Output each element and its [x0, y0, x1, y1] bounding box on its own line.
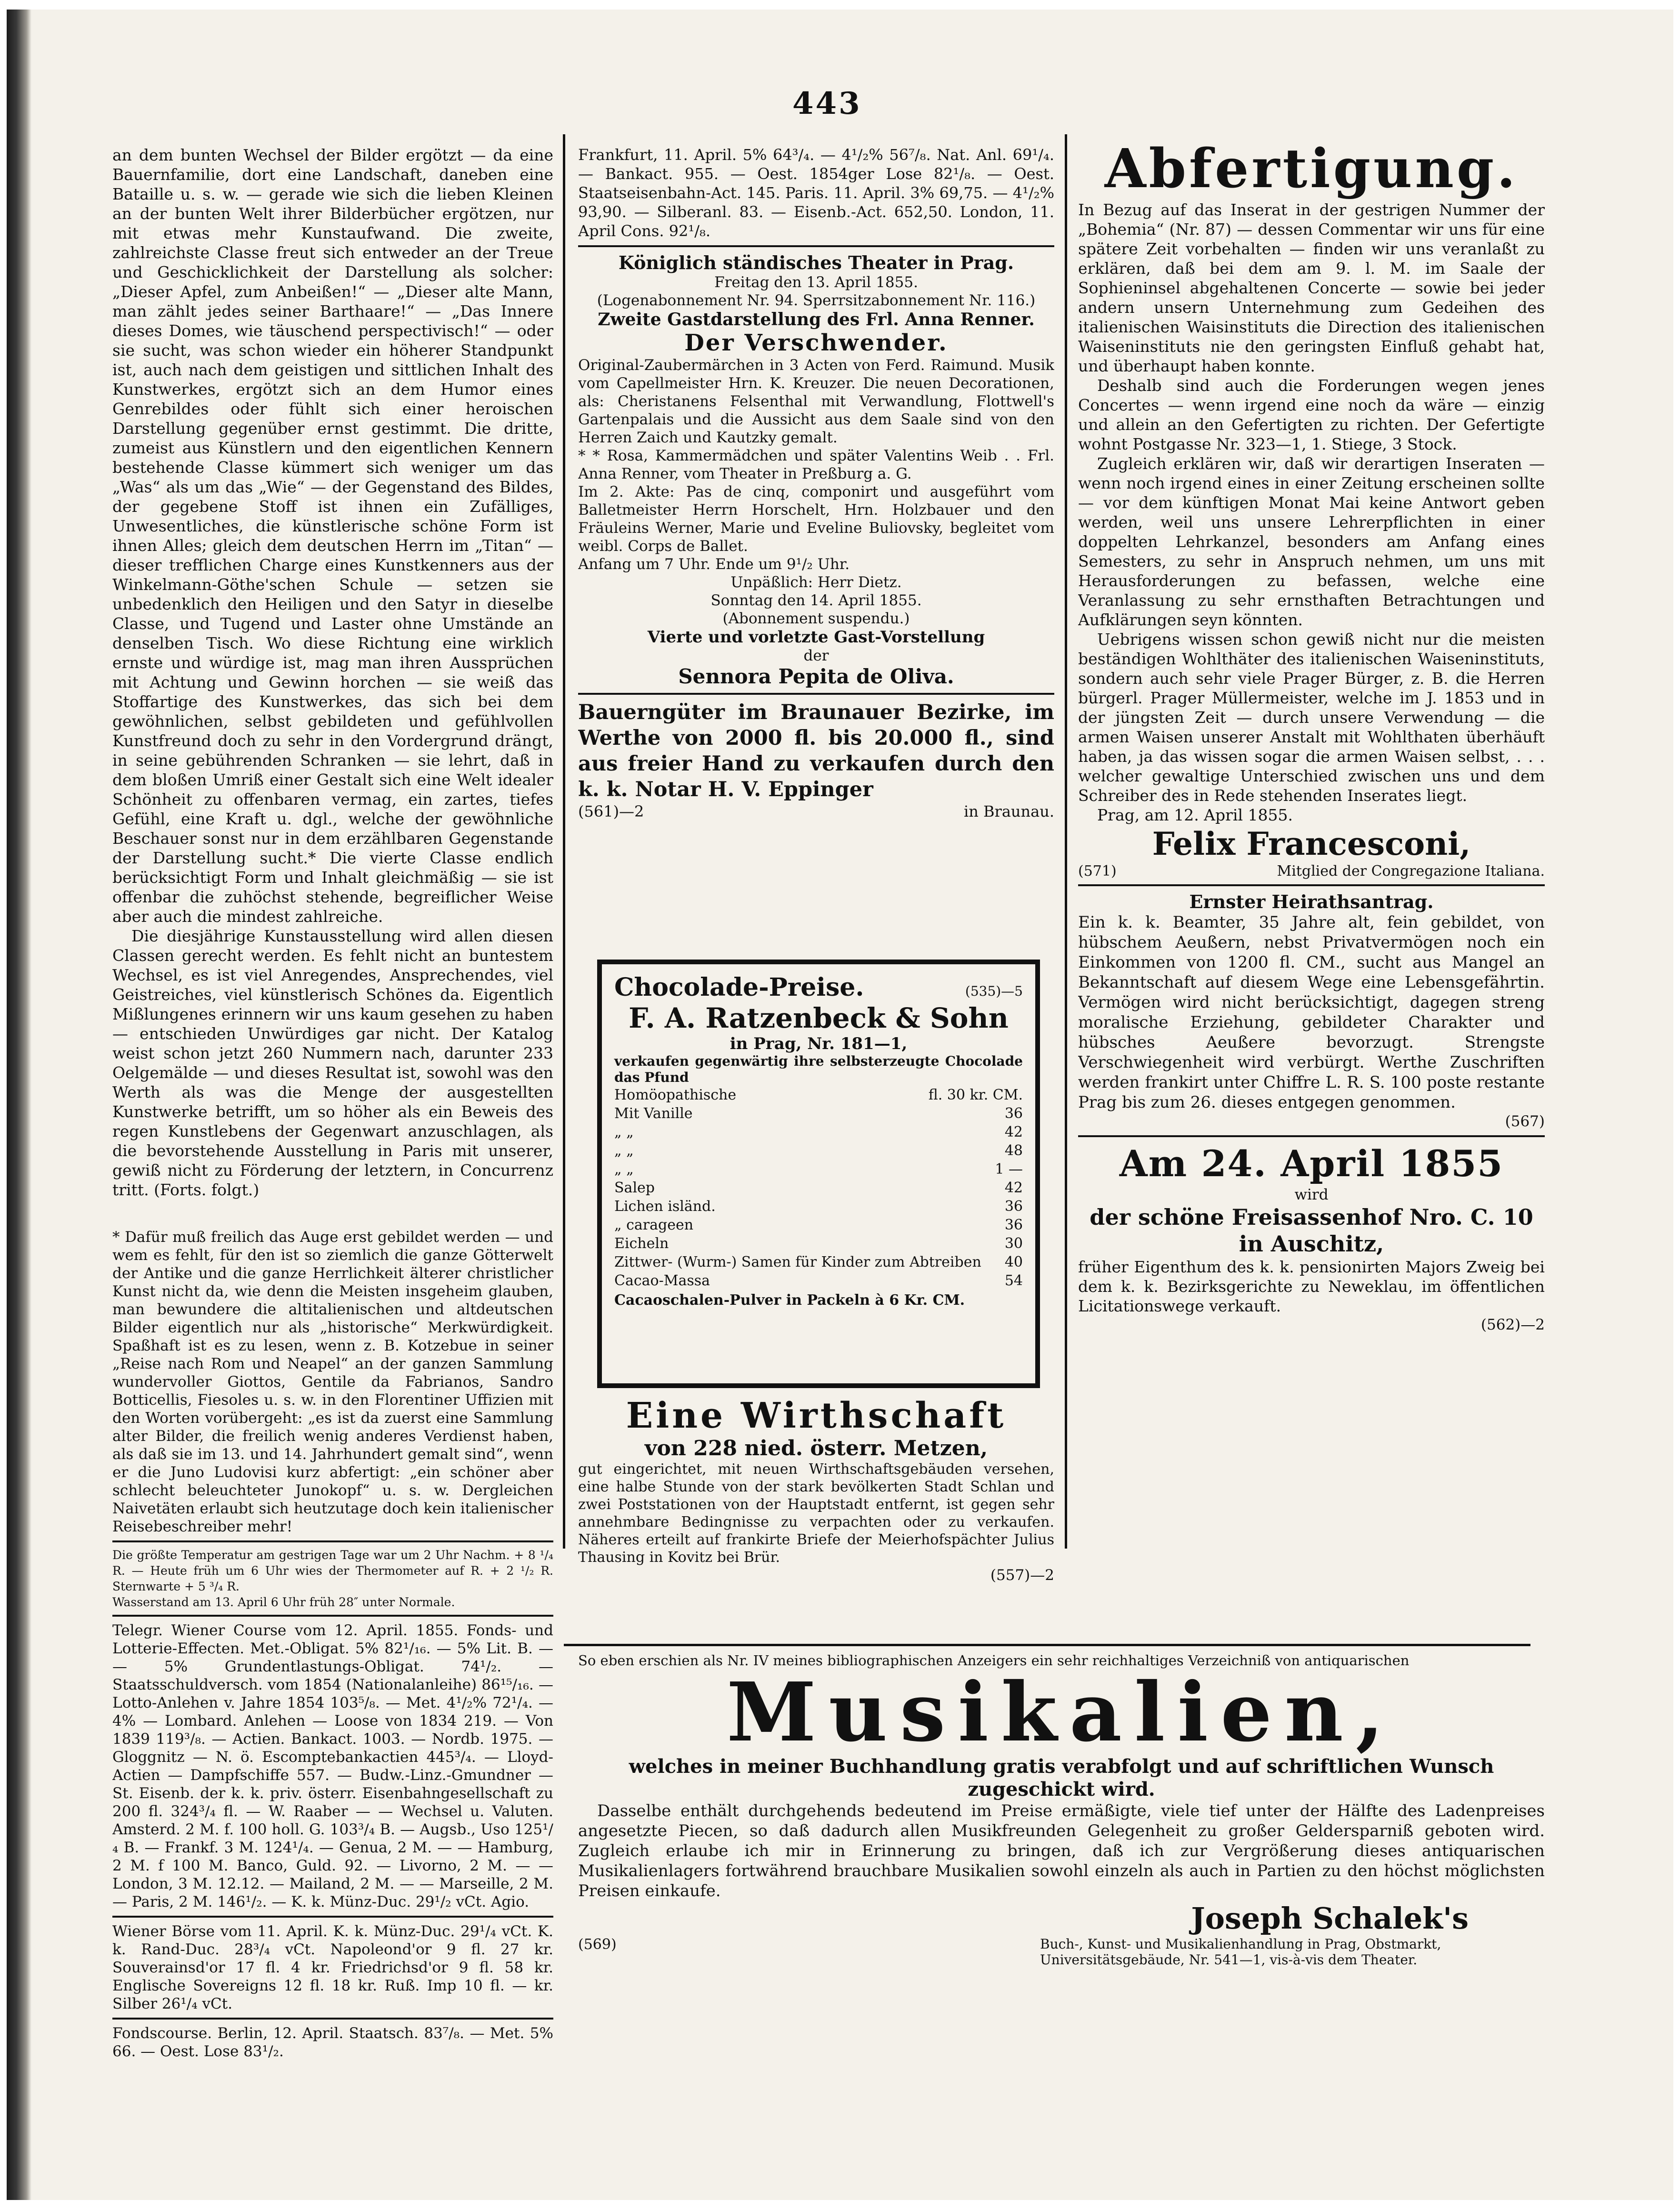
choc-item-name: Mit Vanille [614, 1105, 693, 1122]
choc-price-row [614, 1234, 1023, 1253]
choc-item-price: 42 [1004, 1180, 1023, 1196]
choc-item-price: 36 [1004, 1198, 1023, 1215]
choc-item-name: Salep [614, 1180, 655, 1196]
theatre-title: Königlich ständisches Theater in Prag. [618, 252, 1014, 273]
theatre-times: Anfang um 7 Uhr. Ende um 9¹/₂ Uhr. [578, 556, 850, 573]
signer-num: (571) [1078, 863, 1117, 880]
article-para-2: Die diesjährige Kunstausstellung wird allen diesen Classen gerecht werden. Es fehlt nicht an buntestem Wechsel, es ist viel Anregendes, Ansprechendes, viel Geistreiches, viel künstlerisch Schönes da. Eigentlich Mißlungenes erinnern wir uns kaum gesehen zu haben — entschieden Unwürdiges gar nicht. Der Katalog weist schon jetzt 260 Nummern nach, darunter 233 Oelgemälde — und dieses Resultat ist, sowohl was den Werth als was die Menge der ausgestellten Kunstwerke betrifft, um so höher als ein Beweis des regen Kunstlebens der Gegenwart anzuschlagen, als die bevorstehende Ausstellung in Paris mit unserer, gewiß nicht zu Förderung der letztern, in Concurrenz tritt. (Forts. folgt.) [112, 927, 553, 1199]
choc-item-name: „ „ [614, 1142, 634, 1159]
choc-item-price: 42 [1004, 1124, 1023, 1140]
choc-price-row [614, 1197, 1023, 1216]
choc-item-price: 36 [1004, 1105, 1023, 1122]
theatre-abo: (Logenabonnement Nr. 94. Sperrsitzabonnement Nr. 116.) [597, 292, 1036, 309]
choc-item-name: Homöopathische [614, 1087, 737, 1103]
theatre-dance: Im 2. Akte: Pas de cinq, componirt und ausgeführt vom Balletmeister Herrn Horschelt, Hrn. Holzbauer und den Fräuleins Werner, Marie und Eveline Buliovsky, begleitet vom weibl. Corps de Ballet. [578, 483, 1054, 555]
theatre-desc: Original-Zaubermärchen in 3 Acten von Ferd. Raimund. Musik vom Capellmeister Hrn. K. Kreuzer. Die neuen Decorationen, als: Cheristanens Felsenthal mit Verwandlung, Flottwell's Gartenpalais und die Aussicht aus dem Saale sind von den Herren Zaich und Kautzky gemalt. [578, 357, 1054, 446]
article-footnote: * Dafür muß freilich das Auge erst gebildet werden — und wem es fehlt, für den ist so ziemlich die ganze Götterwelt der Antike und die ganze Herrlichkeit älterer christlicher Kunst nicht da, wie denn die Meisten insgeheim glauben, man bewundere die altitalienischen und altdeutschen Bilder eigentlich nur als „historische“ Merkwürdigkeit. Spaßhaft ist es zu lesen, wenn z. B. Kotzebue in seiner „Reise nach Rom und Neapel“ an der ganzen Sammlung wundervoller Giottos, Gentile da Fabrianos, Sandro Botticellis, Fiesoles u. s. w. in den Florentiner Uffizien mit den Worten vorübergeht: „es ist da zuerst eine Sammlung alter Bilder, die freilich wenig anderes Verdienst haben, als daß sie im 13. und 14. Jahrhundert gemalt sind“, wenn er die Juno Ludovisi kurz abfertigt: „ein schöner aber schlecht beleuchteter Junokopf“ u. s. w. Dergleichen Naivetäten erlaubt sich heutzutage doch kein italienischer Reisebeschreiber mehr! [112, 1229, 553, 1535]
farm-ad: Bauerngüter im Braunauer Bezirke, im Werthe von 2000 fl. bis 20.000 fl., sind aus freier Hand zu verkaufen durch den k. k. Notar H. V. Eppinger [578, 700, 1054, 801]
musik-firm: Joseph Schalek's [1191, 1901, 1469, 1936]
exchange-berlin: Fondscourse. Berlin, 12. April. Staatsch. 83⁷/₈. — Met. 5% 66. — Oest. Lose 83¹/₂. [112, 2025, 553, 2060]
choc-item-name: „ carageen [614, 1217, 694, 1233]
choc-footer: Cacaoschalen-Pulver in Packeln à 6 Kr. CM. [614, 1292, 965, 1309]
auction-wird: wird [1294, 1186, 1329, 1203]
abfertigung-para-4: Uebrigens wissen schon gewiß nicht nur die meisten beständigen Wohlthäter des italienischen Waiseninstituts, sondern auch sehr viele Prager Bürger, z. B. die Herren bürgerl. Prager Müllermeister, welche im J. 1853 und in der jüngsten Zeit — durch unsere Verwendung — die armen Waisen unserer Anstalt mit Wohlthaten überhäuft haben, ja das wissen sogar die armen Waisen selbst, . . . welcher gewaltige Unterschied zwischen uns und dem Schreiber des in Rede stehenden Inserates liegt. [1078, 630, 1545, 805]
musik-intro: So eben erschien als Nr. IV meines bibliographischen Anzeigers ein sehr reichhaltiges Verzeichniß von antiquarischen [578, 1652, 1410, 1669]
choc-price-row [614, 1104, 1023, 1123]
water-level: Wasserstand am 13. April 6 Uhr früh 28″ unter Normale. [112, 1595, 455, 1609]
choc-address: in Prag, Nr. 181—1, [730, 1034, 908, 1053]
auction-text: früher Eigenthum des k. k. pensionirten Majors Zweig bei dem k. k. Bezirksgerichte zu Neweklau, im öffentlichen Licitationswege verkauft. [1078, 1258, 1545, 1315]
choc-price-row [614, 1086, 1023, 1104]
choc-item-name: Lichen isländ. [614, 1198, 716, 1215]
choc-item-price: 1 — [995, 1161, 1023, 1178]
abfertigung-para-2: Deshalb sind auch die Forderungen wegen jenes Concertes — wenn irgend eine noch da wäre — einzig und allein an den Gefertigten zu richten. Der Gefertigte wohnt Postgasse Nr. 323—1, 1. Stiege, 3 Stock. [1078, 376, 1545, 453]
choc-item-name: „ „ [614, 1124, 634, 1140]
column-rule-1 [563, 134, 565, 1549]
theatre-play: Der Verschwender. [684, 330, 948, 356]
choc-price-row [614, 1179, 1023, 1197]
farm-ad-num: (561)—2 [578, 802, 644, 820]
inn-num: (557)—2 [990, 1567, 1054, 1584]
choc-item-price: 54 [1004, 1272, 1023, 1289]
weather-report: Die größte Temperatur am gestrigen Tage war um 2 Uhr Nachm. + 8 ¹/₄ R. — Heute früh um 6 Uhr wies der Thermometer auf R. + 2 ¹/₂ R. Sternwarte + 5 ³/₄ R. [112, 1548, 553, 1593]
musik-num: (569) [578, 1936, 617, 1953]
theatre-susp: (Abonnement suspendu.) [722, 610, 910, 627]
choc-item-name: „ „ [614, 1161, 634, 1178]
inn-text: gut eingerichtet, mit neuen Wirthschaftsgebäuden versehen, eine halbe Stunde von der stark bevölkerten Stadt Schlan und zwei Poststationen von der Hauptstadt entfernt, ist gegen sehr annehmbare Bedingnisse zu verpachten oder zu verkaufen. Näheres erteilt auf frankirte Briefe der Meierhofspächter Julius Thausing in Kovitz bei Brür. [578, 1461, 1054, 1566]
musikalien-ad [578, 1651, 1545, 2104]
theatre-guest: Zweite Gastdarstellung des Frl. Anna Renner. [598, 310, 1035, 330]
choc-title: Chocolade-Preise. [614, 973, 864, 1002]
market-report: Frankfurt, 11. April. 5% 64³/₄. — 4¹/₂% 56⁷/₈. Nat. Anl. 69¹/₄. — Bankact. 955. — Oest. 1854ger Lose 82¹/₈. — Oest. Staatseisenbahn-Act. 145. Paris. 11. April. 3% 69,75. — 4¹/₂% 93,90. — Silberanl. 83. — Eisenb.-Act. 652,50. London, 11. April Cons. 92¹/₈. [578, 146, 1054, 240]
musik-subtitle: welches in meiner Buchhandlung gratis verabfolgt und auf schriftlichen Wunsch zugeschickt wird. [629, 1755, 1494, 1800]
marriage-num: (567) [1505, 1113, 1545, 1130]
choc-price-row [614, 1253, 1023, 1271]
choc-price-row [614, 1271, 1023, 1290]
exchange-telegram: Telegr. Wiener Course vom 12. April. 1855. Fonds- und Lotterie-Effecten. Met.-Obligat. 5% 82¹/₁₆. — 5% Lit. B. — — 5% Grundentlastungs-Obligat. 74¹/₂. — Staatsschuldversch. vom 1854 (Nationalanleihe) 86¹⁵/₁₆. — Lotto-Anlehen v. Jahre 1854 103⁵/₈. — Met. 4¹/₂% 72¹/₄. — 4% — Lombard. Anlehen — Loose von 1834 219. — Von 1839 119³/₈. — Actien. Bankact. 1003. — Nordb. 1975. — Gloggnitz — N. ö. Escomptebankactien 445³/₄. — Lloyd-Actien — Dampfschiffe 557. — Budw.-Linz.-Gmundner — St. Eisenb. der k. k. priv. österr. Eisenbahngesellschaft zu 200 fl. 324³/₄ fl. — W. Raaber — — Wechsel u. Valuten. Amsterd. 2 M. f. 100 holl. G. 103³/₄ B. — Augsb., Uso 125¹/₄ B. — Frankf. 3 M. 124¹/₄. — Genua, 2 M. — — Hamburg, 2 M. f 100 M. Banco, Guld. 92. — Livorno, 2 M. — — London, 3 M. 12.12. — Mailand, 2 M. — — Marseille, 2 M. — Paris, 2 M. 146¹/₂. — K. k. Münz-Duc. 29¹/₂ vCt. Agio. [112, 1622, 553, 1910]
marriage-title: Ernster Heirathsantrag. [1189, 891, 1434, 912]
abfertigung-date: Prag, am 12. April 1855. [1097, 806, 1293, 824]
choc-price-row [614, 1123, 1023, 1141]
choc-item-price: fl. 30 kr. CM. [928, 1087, 1023, 1103]
theatre-der: der [803, 647, 829, 664]
theatre-next2: Vierte und vorletzte Gast-Vorstellung [647, 628, 985, 647]
choc-item-name: Eicheln [614, 1235, 669, 1252]
auction-num: (562)—2 [1480, 1316, 1545, 1333]
theatre-next: Sonntag den 14. April 1855. [710, 592, 922, 609]
choc-firm: F. A. Ratzenbeck & Sohn [629, 1002, 1009, 1034]
choc-price-list [614, 1086, 1023, 1290]
theatre-date: Freitag den 13. April 1855. [714, 274, 918, 291]
musik-text: Dasselbe enthält durchgehends bedeutend im Preise ermäßigte, viele tief unter der Hälfte des Ladenpreises angesetzte Piecen, so daß dadurch allen Musikfreunden Gelegenheit zu großer Geldersparniß geboten wird. Zugleich erlaube ich mir in Erinnerung zu bringen, daß ich zur Vergrößerung dieses antiquarischen Musikalienlagers fortwährend brauchbare Musikalien sowohl einzeln als auch in Partien zu den höchst möglichsten Preisen einkaufe. [578, 1801, 1545, 1900]
column-left [112, 145, 553, 2102]
choc-item-name: Cacao-Massa [614, 1272, 710, 1289]
choc-item-price: 30 [1004, 1235, 1023, 1252]
choc-subtitle: verkaufen gegenwärtig ihre selbsterzeugte Chocolade das Pfund [614, 1053, 1023, 1085]
choc-item-price: 36 [1004, 1217, 1023, 1233]
choc-price-row [614, 1160, 1023, 1179]
musik-firm-address: Buch-, Kunst- und Musikalienhandlung in Prag, Obstmarkt, Universitätsgebäude, Nr. 541—1, vis-à-vis dem Theater. [1040, 1936, 1441, 1968]
farm-ad-place: in Braunau. [964, 802, 1054, 820]
article-para-1: an dem bunten Wechsel der Bilder ergötzt — da eine Bauernfamilie, dort eine Landschaft, daneben eine Bataille u. s. w. — gerade wie sich die lieben Kleinen an der bunten Welt ihrer Bilderbücher ergötzen, nur mit etwas mehr Kunstaufwand. Die zweite, zahlreichste Classe freut sich entweder an der Treue und Geschicklichkeit der Darstellung als solcher: „Dieser Apfel, zum Anbeißen!“ — „Dieser alte Mann, man zählt jedes seiner Barthaare!“ — „Das Innere dieses Domes, wie täuschend perspectivisch!“ — oder sie sucht, was schon wieder ein höherer Standpunkt ist, auch nach dem geistigen und sittlichen Inhalt des Kunstwerkes, ergötzt sich an dem Humor eines Genrebildes oder fühlt sich einer heroischen Darstellung gegenüber ernst gestimmt. Die dritte, zumeist aus Künstlern und den eigentlichen Kennern bestehende Classe kümmert sich weniger um das „Was“ als um das „Wie“ — der Gegenstand des Bildes, der gegebene Stoff ist ihnen ein Zufälliges, Unwesentliches, die künstlerische schöne Form ist ihnen Alles; gleich dem deutschen Herrn im „Titan“ — dieser trefflichen Charge eines Kunstkenners aus der Winkelmann-Göthe'schen Schule — setzen sie unbedenklich den Heiligen und den Satyr in dieselbe Classe, und Tugend und Laster ohne Umstände an denselben Tisch. Wo diese Richtung eine wirklich ernste und würdige ist, mag man ihren Aussprüchen mit Achtung und Gewinn horchen — sie weiß das Stoffartige des Kunstwerkes, das sich bei dem gewöhnlichen, selbst gebildeten und gefühlvollen Kunstfreund doch zu sehr in den Vordergrund drängt, in seine gebührenden Schranken — sie lehrt, daß in dem bloßen Umriß einer Gestalt sich eine Welt idealer Schönheit zu offenbaren vermag, ein zartes, tiefes Gefühl, eine Kraft u. dgl., welche der gewöhnliche Beschauer sonst nur in dem erzählbaren Gegenstande der Darstellung sucht.* Die vierte Classe endlich berücksichtigt Form und Inhalt gleichmäßig — sie ist offenbar die zuhöchst stehende, begreiflicher Weise aber auch die mindest zahlreiche. [112, 146, 553, 926]
choc-item-price: 48 [1004, 1142, 1023, 1159]
newspaper-page [7, 10, 1673, 2200]
marriage-text: Ein k. k. Beamter, 35 Jahre alt, fein gebildet, von hübschem Aeußern, nebst Privatvermögen noch ein Einkommen von 1200 fl. CM., sucht aus Mangel an Bekanntschaft auf diesem Wege eine Lebensgefährtin. Vermögen wird nicht berücksichtigt, dagegen streng moralische Erziehung, gebildeter Charakter und hübsches Aeußere bevorzugt. Strengste Verschwiegenheit wird verbürgt. Werthe Zuschriften werden frankirt unter Chiffre L. R. S. 100 poste restante Prag bis zum 26. dieses entgegen genommen. [1078, 913, 1545, 1112]
column-right [1078, 138, 1545, 1638]
bottom-ad-rule [564, 1644, 1530, 1646]
auction-subtitle: der schöne Freisassenhof Nro. C. 10 in Auschitz, [1090, 1204, 1533, 1257]
column-rule-2 [1065, 134, 1067, 1549]
choc-price-row [614, 1141, 1023, 1160]
page-number: 443 [792, 86, 862, 121]
inn-title: Eine Wirthschaft [626, 1395, 1007, 1436]
auction-title: Am 24. April 1855 [1119, 1142, 1504, 1185]
inn-ad [578, 1395, 1054, 1638]
signer-title: Mitglied der Congregazione Italiana. [1277, 863, 1545, 880]
abfertigung-para-1: In Bezug auf das Inserat in der gestrigen Nummer der „Bohemia“ (Nr. 87) — dessen Commentar wir uns für eine spätere Zeit vorbehalten — finden wir uns veranlaßt zu erklären, daß bei dem am 9. l. M. im Saale der Sophieninsel abgehaltenen Concerte — sowie bei jeder andern unsern Unternehmung zum Gedeihen des italienischen Waisinstituts die Direction des italienischen Waiseninstituts nie den geringsten Einfluß gehabt hat, und überhaupt haben konnte. [1078, 200, 1545, 375]
exchange-vienna: Wiener Börse vom 11. April. K. k. Münz-Duc. 29¹/₄ vCt. K. k. Rand-Duc. 28³/₄ vCt. Napoleond'or 9 fl. 27 kr. Souverainsd'or 17 fl. 4 kr. Friedrichsd'or 9 fl. 58 kr. Englische Sovereigns 12 fl. 18 kr. Ruß. Imp 10 fl. — kr. Silber 26¹/₄ vCt. [112, 1923, 553, 2012]
chocolate-price-ad [597, 960, 1040, 1388]
theatre-star: Sennora Pepita de Oliva. [678, 665, 954, 688]
theatre-cast: * * Rosa, Kammermädchen und später Valentins Weib . . Frl. Anna Renner, vom Theater in Preßburg a. G. [578, 447, 1054, 482]
choc-num: (535)—5 [965, 983, 1023, 999]
abfertigung-title: Abfertigung. [1104, 138, 1519, 200]
inn-size: von 228 nied. österr. Metzen, [644, 1436, 988, 1460]
page-binding-edge [7, 10, 31, 2200]
musik-title: Musikalien, [726, 1665, 1397, 1760]
theatre-ill: Unpäßlich: Herr Dietz. [730, 574, 902, 591]
abfertigung-para-3: Zugleich erklären wir, daß wir derartigen Inseraten — wenn noch irgend eines in einer Zeitung erscheinen sollte — vor dem künftigen Monat Mai keine Antwort geben werden, weil uns unsere Lehrerpflichten in einer doppelten Lehrkanzel, besonders am Anfang eines Semesters, zu sehr in Anspruch nehmen, um uns mit Herausforderungen zu befassen, welche eine Veranlassung zu sehr ernsthaften Betrachtungen und Aufklärungen seyn könnten. [1078, 454, 1545, 629]
choc-price-row [614, 1216, 1023, 1234]
choc-item-name: Zittwer- (Wurm-) Samen für Kinder zum Abtreiben [614, 1254, 981, 1270]
signer-name: Felix Francesconi, [1152, 825, 1471, 862]
choc-item-price: 40 [1004, 1254, 1023, 1270]
